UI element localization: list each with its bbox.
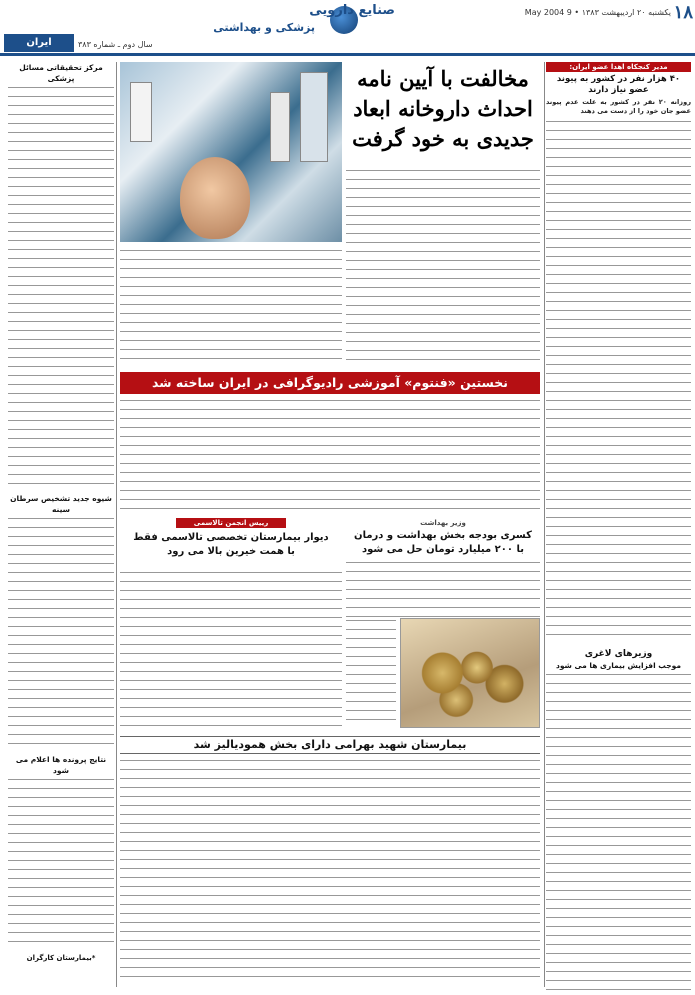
left-text-1	[8, 87, 114, 487]
left-text-2	[8, 518, 114, 748]
main-headline-line2: احداث داروخانه ابعاد	[353, 96, 533, 121]
issue-date: یکشنبه ۲۰ اردیبهشت ۱۳۸۳ • 9 May 2004	[524, 8, 671, 17]
left-text-3	[8, 779, 114, 949]
hospital-headline-block	[120, 736, 540, 754]
right-box-headline: ۴۰ هزار نفر در کشور به پیوند عضو نیاز دارند	[556, 74, 681, 95]
divider	[544, 62, 545, 987]
budget-text-2	[346, 620, 396, 728]
section-title: صنایع دارویی	[309, 3, 395, 18]
right-box-title: مدیر کنجکاه اهدا عضو ایران:	[546, 62, 691, 72]
pharmacy-photo	[120, 62, 342, 242]
left-column	[8, 62, 114, 987]
phantom-article-text	[120, 400, 540, 510]
main-article-text-2	[120, 250, 342, 365]
newspaper-logo: ایران	[4, 34, 74, 52]
left-headline-1: مرکز تحقیقاتی مسائل پزشکی	[19, 63, 103, 83]
budget-text	[346, 562, 540, 617]
bottle-image	[130, 82, 152, 142]
thalassemia-headline-1: دیوار بیمارستان تخصصی تالاسمی فقط	[133, 532, 329, 543]
child-face-image	[180, 157, 250, 239]
section-subtitle: پزشکی و بهداشتی	[213, 21, 315, 34]
divider	[116, 62, 117, 987]
right-column-text	[546, 121, 691, 641]
page-number: ۱۸	[673, 2, 693, 23]
bottle-image	[270, 92, 290, 162]
budget-headline-1: کسری بودجه بخش بهداشت و درمان	[354, 530, 532, 541]
left-footer-item: *بیمارستان کارگران	[26, 954, 96, 962]
right-column	[546, 62, 691, 987]
phantom-banner: نخستین «فنتوم» آموزشی رادیوگرافی در ایران ساخته شد	[120, 372, 540, 394]
thalassemia-text	[120, 572, 342, 728]
hospital-text	[120, 760, 540, 985]
main-headline-line3: جدیدی به خود گرفت	[352, 126, 534, 151]
budget-headline-block	[346, 518, 540, 558]
left-headline-3: نتایج پرونده ها اعلام می شود	[15, 755, 107, 775]
thalassemia-kicker: رییس انجمن تالاسمی	[176, 518, 286, 528]
budget-kicker: وزیر بهداشت	[420, 519, 466, 527]
thalassemia-headline-block	[120, 518, 342, 568]
left-headline-2: شیوه جدید تشخیص سرطان سینه	[10, 494, 112, 514]
budget-headline-2: با ۲۰۰ میلیارد تومان حل می شود	[362, 544, 524, 555]
issue-info: سال دوم ـ شماره ۳۸۳	[78, 40, 153, 49]
lottery-subheadline: موجب افزایش بیماری ها می شود	[556, 661, 681, 670]
bottle-image	[300, 72, 328, 162]
right-column-text-2	[546, 674, 691, 995]
main-article-text	[346, 170, 540, 365]
main-headline-line1: مخالفت با آیین نامه	[357, 66, 529, 91]
hospital-headline: بیمارستان شهید بهرامی دارای بخش همودیالیز شد	[193, 738, 467, 751]
thalassemia-headline-2: با همت خیرین بالا می رود	[167, 546, 295, 557]
lottery-headline: وزیرهای لاغری	[584, 649, 653, 659]
coins-photo	[400, 618, 540, 728]
main-headline-block	[346, 64, 540, 164]
right-box-body: روزانه ۲۰ نفر در کشور به علت عدم پیوند عضو جان خود را از دست می دهند	[546, 98, 691, 115]
